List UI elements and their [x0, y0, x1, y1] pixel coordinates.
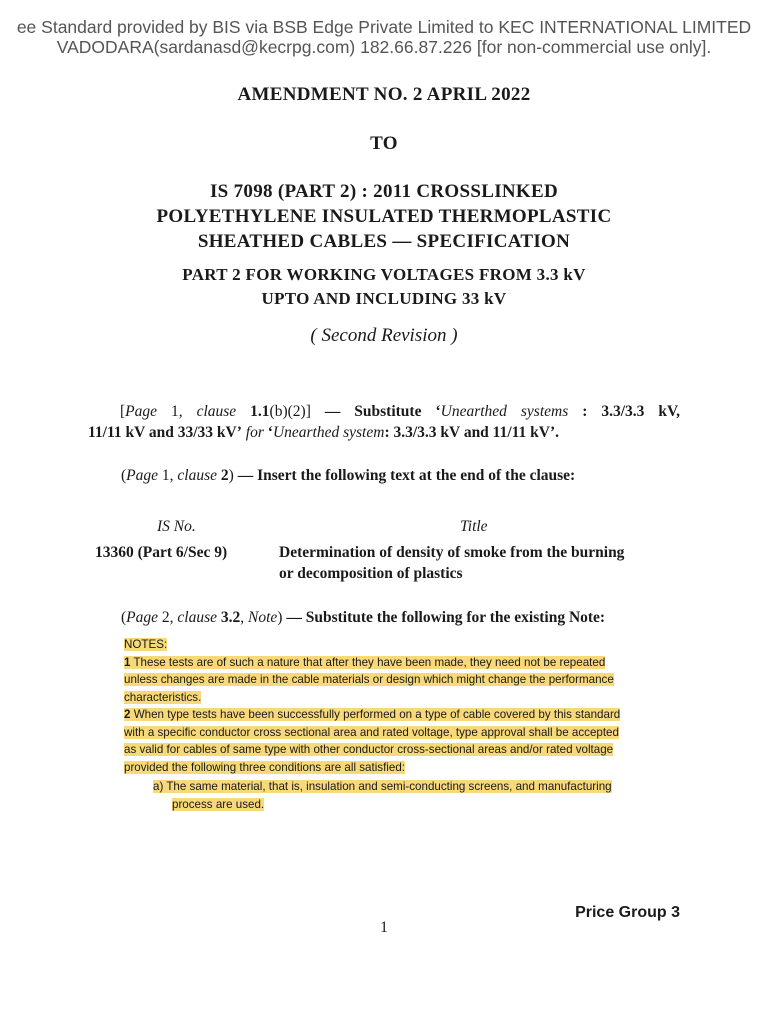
page-ref-label: Page: [125, 403, 158, 420]
watermark-line-2: VADODARA(sardanasd@kecrpg.com) 182.66.87.226 [for non-commercial use only].: [56, 37, 712, 57]
page-ref-number: 1: [161, 467, 170, 484]
note-2-line-4: provided the following three conditions are all satisfied:: [124, 760, 405, 774]
clause-ref-label: clause: [177, 609, 218, 626]
amendment-3-action: — Substitute the following for the existing Note:: [286, 609, 606, 626]
new-value-b: 11/11 kV and 33/33 kV: [88, 424, 237, 441]
old-value: : 3.3/3.3 kV and 11/11 kV: [384, 424, 550, 441]
item-a-line-1: The same material, that is, insulation and semi-conducting screens, and manufacturing: [166, 780, 612, 793]
page-number: 1: [380, 919, 388, 936]
note-2-line-3: as valid for cables of same type with other conductor cross-sectional areas and/or rated voltage: [124, 743, 614, 756]
new-label: Unearthed systems: [440, 403, 569, 420]
table-header-is-no: IS No.: [157, 518, 196, 535]
old-label: Unearthed system: [272, 424, 385, 441]
clause-ref-number: 3.2: [220, 609, 241, 626]
note-2-line-2: with a specific conductor cross sectional area and rated voltage, type approval shall be accepted: [124, 725, 619, 739]
clause-ref-number: 1.1: [250, 403, 270, 420]
notes-block: [124, 636, 680, 813]
clause-ref-label: clause: [177, 467, 218, 484]
note-1-line-2: unless changes are made in the cable materials or design which might change the performance: [124, 673, 614, 686]
table-cell-title-2: or decomposition of plastics: [279, 565, 463, 582]
page-ref-label: Page: [126, 467, 159, 484]
part-title-line-2: UPTO AND INCLUDING 33 kV: [261, 289, 507, 308]
note-2-number: 2: [124, 708, 131, 721]
note-1-line-1: These tests are of such a nature that after they have been made, they need not be repeated: [133, 655, 606, 669]
amendment-title: AMENDMENT NO. 2 APRIL 2022: [237, 84, 531, 105]
table-cell-is-no: 13360 (Part 6/Sec 9): [95, 544, 228, 561]
part-title-line-1: PART 2 FOR WORKING VOLTAGES FROM 3.3 kV: [182, 265, 586, 284]
notes-heading: NOTES:: [124, 638, 168, 651]
standard-title-line-3: SHEATHED CABLES — SPECIFICATION: [197, 231, 571, 252]
watermark-line-1: ee Standard provided by BIS via BSB Edge Private Limited to KEC INTERNATIONAL LIMITED: [16, 17, 752, 37]
note-2-line-1: When type tests have been successfully performed on a type of cable covered by this standard: [133, 708, 621, 721]
page-ref-number: 1: [171, 403, 179, 420]
page-ref-label: Page: [126, 609, 159, 626]
table-cell-title-1: Determination of density of smoke from the burning: [279, 544, 625, 561]
amendment-3: (Page 2, clause 3.2, Note) — Substitute the following for the existing Note:: [121, 609, 606, 626]
standard-title-line-1: IS 7098 (PART 2) : 2011 CROSSLINKED: [209, 181, 558, 202]
amendment-2: (Page 1, clause 2) — Insert the following text at the end of the clause:: [121, 467, 576, 484]
standard-title-line-2: POLYETHYLENE INSULATED THERMOPLASTIC: [156, 206, 612, 227]
amendment-1-action: — Substitute: [324, 403, 422, 420]
note-1-line-3: characteristics.: [124, 690, 202, 704]
amendment-2-action: — Insert the following text at the end of the clause:: [237, 467, 576, 484]
amendment-1: [Page 1, clause 1.1(b)(2)] — Substitute ‘Unearthed systems : 3.3/3.3 kV, 11/11 kV and 33/33 kV’ for ‘Unearthed system: 3.3/3.3 kV and 11/11 kV’.: [88, 403, 681, 441]
clause-ref-sub: (b)(2): [269, 403, 306, 420]
to-label: TO: [370, 133, 398, 154]
page-ref-number: 2: [161, 609, 170, 626]
clause-ref-label: clause: [196, 403, 237, 420]
for-word: for: [245, 424, 264, 441]
new-value-a: : 3.3/3.3 kV,: [582, 403, 681, 420]
note-1-number: 1: [124, 655, 131, 669]
note-ref-label: Note: [248, 609, 278, 626]
clause-ref-number: 2: [220, 467, 229, 484]
revision-label: ( Second Revision ): [310, 325, 458, 346]
item-a-label: a): [153, 780, 164, 793]
item-a-line-2: process are used.: [172, 797, 265, 811]
table-header-title: Title: [460, 518, 488, 535]
price-group: Price Group 3: [575, 904, 680, 921]
